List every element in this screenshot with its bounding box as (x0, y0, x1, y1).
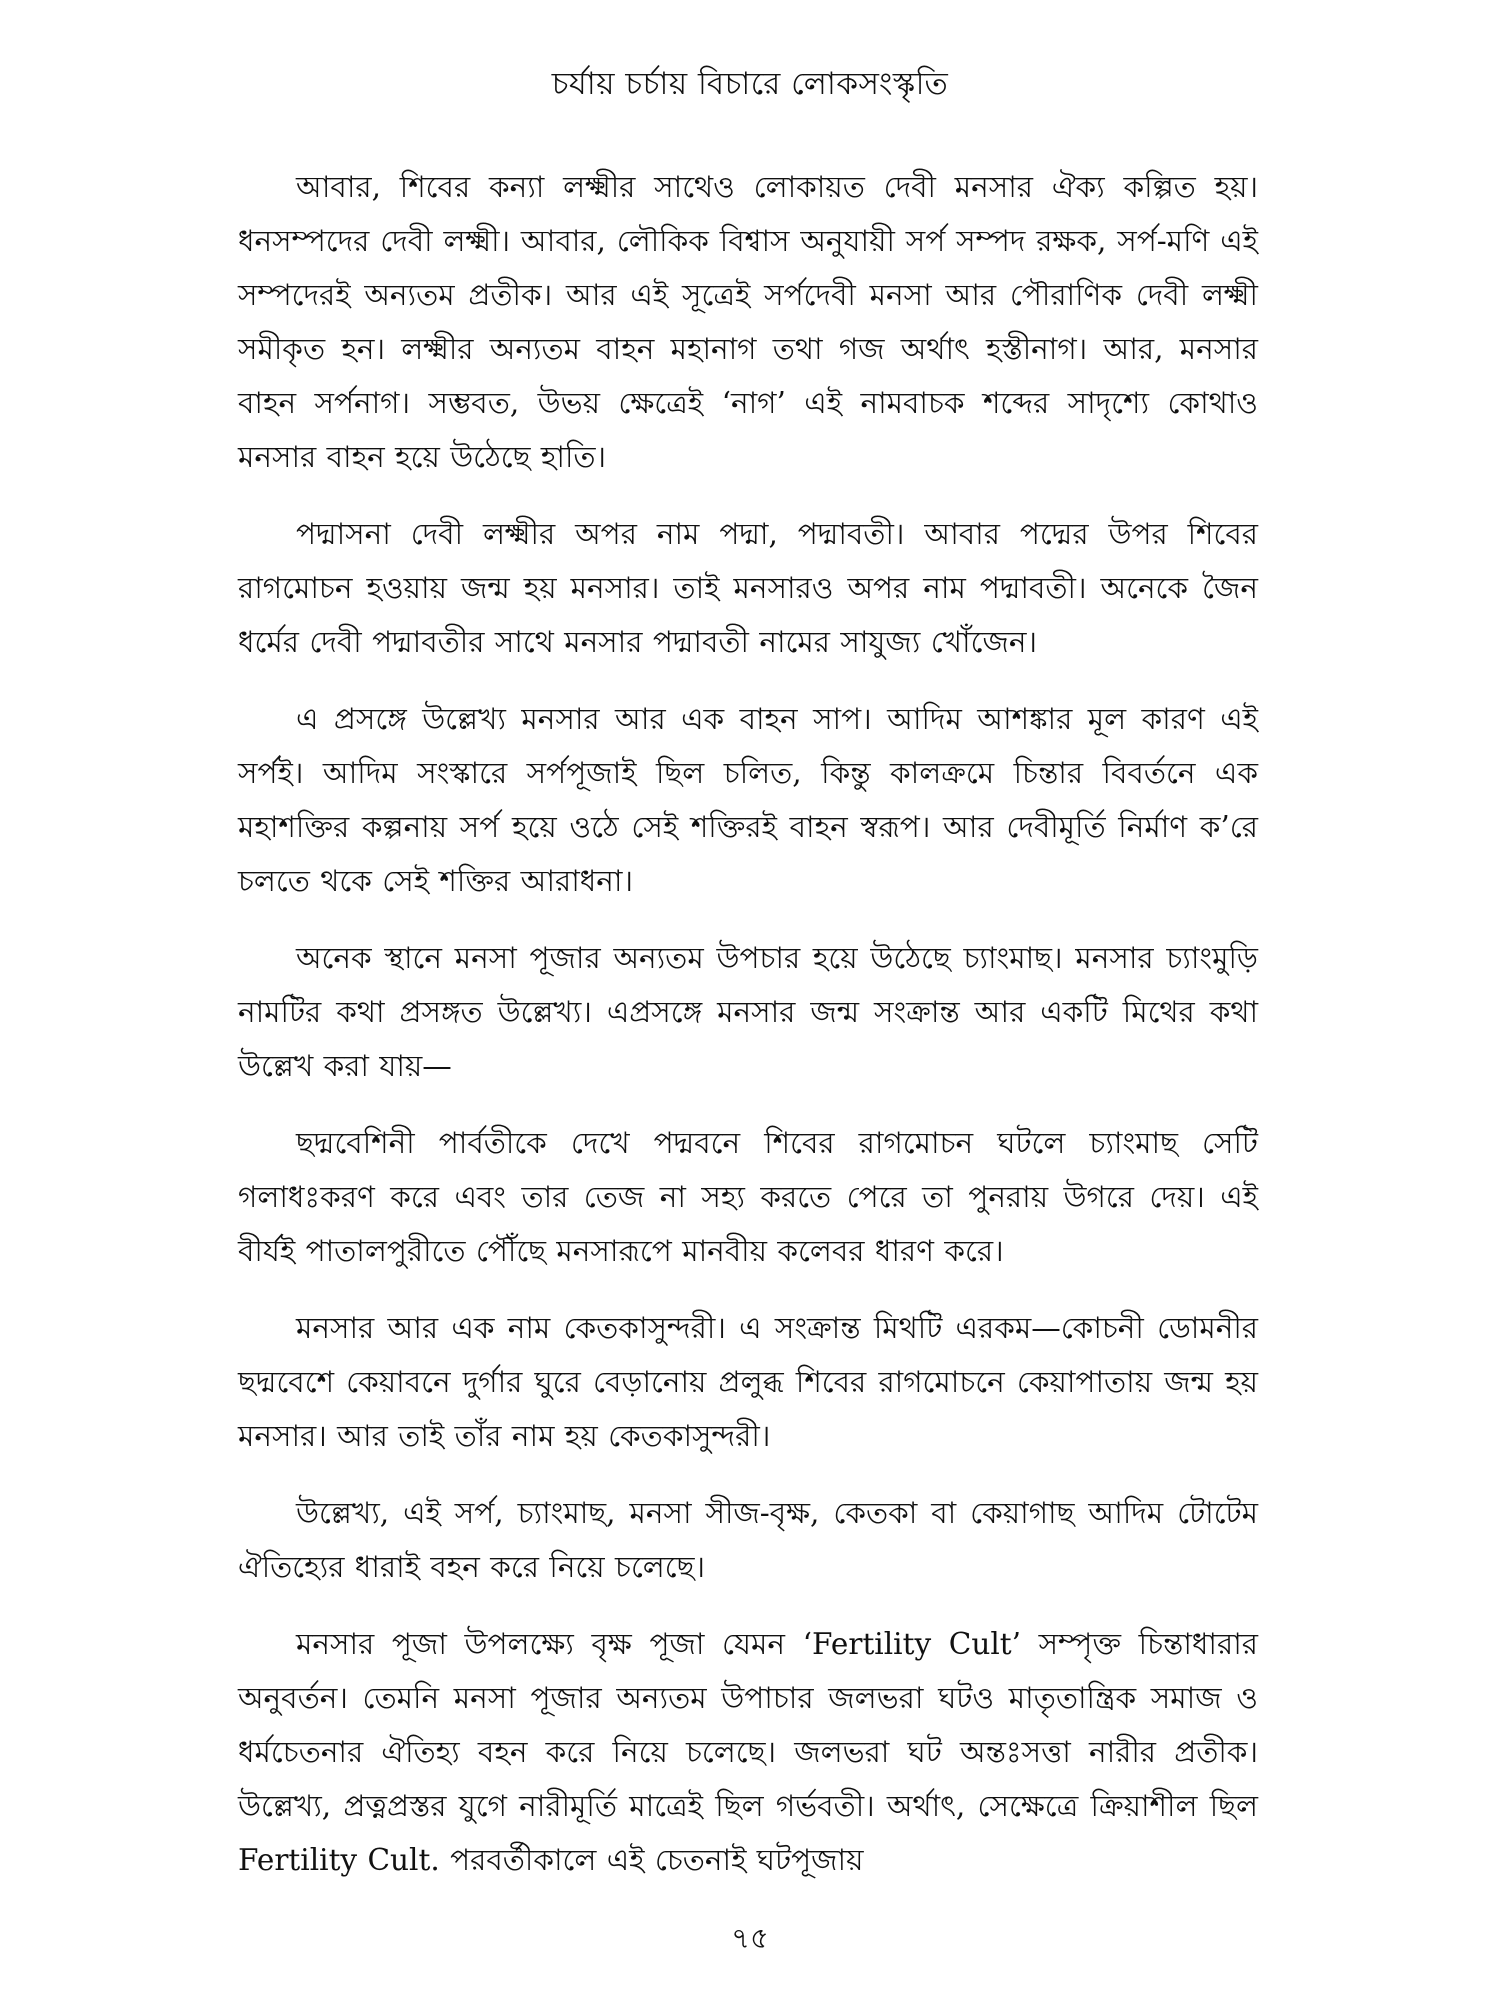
paragraph-1: আবার, শিবের কন্যা লক্ষ্মীর সাথেও লোকায়ত দেবী মনসার ঐক্য কল্পিত হয়। ধনসম্পদের দেবী লক্ষ্মী। আবার, লৌকিক বিশ্বাস অনুযায়ী সর্প সম্পদ রক্ষক, সর্প-মণি এই সম্পদেরই অন্যতম প্রতীক। আর এই সূত্রেই সর্পদেবী মনসা আর পৌরাণিক দেবী লক্ষ্মী সমীকৃত হন। লক্ষ্মীর অন্যতম বাহন মহানাগ তথা গজ অর্থাৎ হস্তীনাগ। আর, মনসার বাহন সর্পনাগ। সম্ভবত, উভয় ক্ষেত্রেই ‘নাগ’ এই নামবাচক শব্দের সাদৃশ্যে কোথাও মনসার বাহন হয়ে উঠেছে হাতি। (238, 170, 1258, 474)
page-number: ৭৫ (731, 1921, 769, 1955)
body-text (238, 160, 1258, 1910)
paragraph-4: অনেক স্থানে মনসা পূজার অন্যতম উপচার হয়ে উঠেছে চ্যাংমাছ। মনসার চ্যাংমুড়ি নামটির কথা প্রসঙ্গত উল্লেখ্য। এপ্রসঙ্গে মনসার জন্ম সংক্রান্ত আর একটি মিথের কথা উল্লেখ করা যায়— (238, 941, 1258, 1083)
paragraph-6: মনসার আর এক নাম কেতকাসুন্দরী। এ সংক্রান্ত মিথটি এরকম—কোচনী ডোমনীর ছদ্মবেশে কেয়াবনে দুর্গার ঘুরে বেড়ানোয় প্রলুব্ধ শিবের রাগমোচনে কেয়াপাতায় জন্ম হয় মনসার। আর তাই তাঁর নাম হয় কেতকাসুন্দরী। (238, 1311, 1258, 1453)
running-head: চর্যায় চর্চায় বিচারে লোকসংস্কৃতি (551, 66, 949, 102)
paragraph-7: উল্লেখ্য, এই সর্প, চ্যাংমাছ, মনসা সীজ-বৃক্ষ, কেতকা বা কেয়াগাছ আদিম টোটেম ঐতিহ্যের ধারাই বহন করে নিয়ে চলেছে। (238, 1496, 1258, 1584)
paragraph-8: মনসার পূজা উপলক্ষ্যে বৃক্ষ পূজা যেমন ‘Fertility Cult’ সম্পৃক্ত চিন্তাধারার অনুবর্তন। তেমনি মনসা পূজার অন্যতম উপাচার জলভরা ঘটও মাতৃতান্ত্রিক সমাজ ও ধর্মচেতনার ঐতিহ্য বহন করে নিয়ে চলেছে। জলভরা ঘট অন্তঃসত্তা নারীর প্রতীক। উল্লেখ্য, প্রত্নপ্রস্তর যুগে নারীমূর্তি মাত্রেই ছিল গর্ভবতী। অর্থাৎ, সেক্ষেত্রে ক্রিয়াশীল ছিল Fertility Cult. পরবর্তীকালে এই চেতনাই ঘটপূজায় (238, 1627, 1258, 1877)
paragraph-5: ছদ্মবেশিনী পার্বতীকে দেখে পদ্মবনে শিবের রাগমোচন ঘটলে চ্যাংমাছ সেটি গলাধঃকরণ করে এবং তার তেজ না সহ্য করতে পেরে তা পুনরায় উগরে দেয়। এই বীর্যই পাতালপুরীতে পৌঁছে মনসারূপে মানবীয় কলেবর ধারণ করে। (238, 1126, 1258, 1268)
paragraph-2: পদ্মাসনা দেবী লক্ষ্মীর অপর নাম পদ্মা, পদ্মাবতী। আবার পদ্মের উপর শিবের রাগমোচন হওয়ায় জন্ম হয় মনসার। তাই মনসারও অপর নাম পদ্মাবতী। অনেকে জৈন ধর্মের দেবী পদ্মাবতীর সাথে মনসার পদ্মাবতী নামের সাযুজ্য খোঁজেন। (238, 517, 1258, 659)
paragraph-3: এ প্রসঙ্গে উল্লেখ্য মনসার আর এক বাহন সাপ। আদিম আশঙ্কার মূল কারণ এই সর্পই। আদিম সংস্কারে সর্পপূজাই ছিল চলিত, কিন্তু কালক্রমে চিন্তার বিবর্তনে এক মহাশক্তির কল্পনায় সর্প হয়ে ওঠে সেই শক্তিরই বাহন স্বরূপ। আর দেবীমূর্তি নির্মাণ ক’রে চলতে থকে সেই শক্তির আরাধনা। (238, 702, 1258, 898)
